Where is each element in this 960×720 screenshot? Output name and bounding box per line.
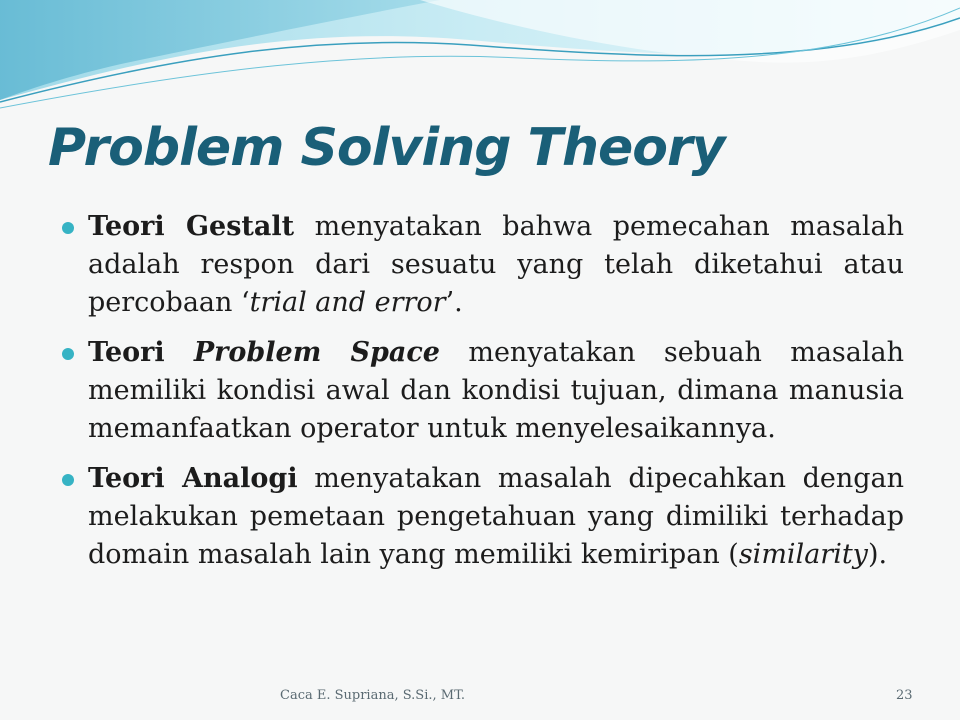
bullet-text-end: ’.	[445, 287, 463, 318]
bullet-text: menyatakan bahwa pemecahan masalah adalah respon dari sesuatu yang telah diketahui atau percobaan ‘	[88, 211, 905, 318]
theory-name: Problem Space	[193, 337, 440, 368]
bullet-gestalt	[62, 208, 904, 322]
footer-author: Caca E. Supriana, S.Si., MT.	[280, 688, 465, 703]
bullet-italic-term: trial and error	[249, 287, 446, 318]
bullet-italic-term: similarity	[738, 539, 868, 570]
bullet-list	[62, 208, 904, 586]
page-number: 23	[896, 688, 913, 703]
theory-name-prefix: Teori	[88, 337, 194, 368]
bullet-dot-icon	[62, 348, 74, 360]
bullet-text-end: ).	[867, 539, 888, 570]
bullet-text: menyatakan sebuah masalah memiliki kondisi awal dan kondisi tujuan, dimana manusia memanfaatkan operator untuk menyelesaikannya.	[88, 337, 904, 444]
header-wave-decoration	[0, 0, 960, 130]
theory-name: Teori Analogi	[88, 463, 298, 494]
theory-name: Teori Gestalt	[88, 211, 295, 242]
slide-title: Problem Solving Theory	[48, 118, 725, 178]
bullet-problem-space	[62, 334, 904, 448]
bullet-analogi	[62, 460, 904, 574]
bullet-text: menyatakan masalah dipecahkan dengan melakukan pemetaan pengetahuan yang dimiliki terhadap domain masalah lain yang memiliki kemiripan (	[88, 463, 904, 570]
bullet-dot-icon	[62, 222, 74, 234]
bullet-dot-icon	[62, 474, 74, 486]
